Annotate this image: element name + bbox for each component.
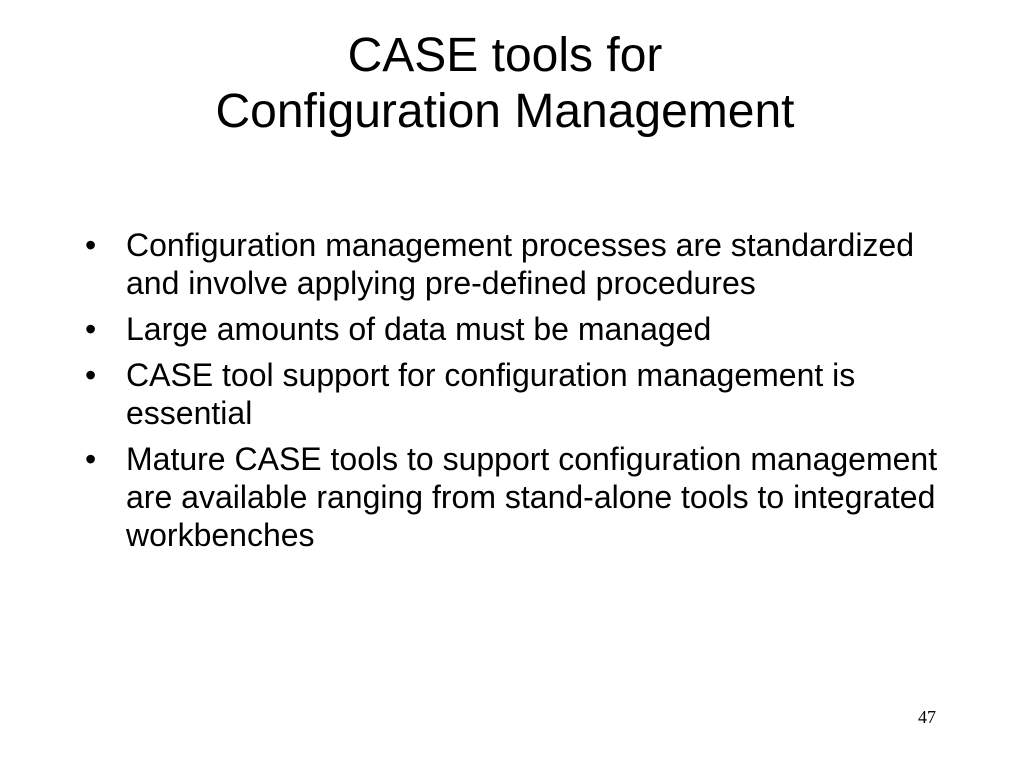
bullet-text: Mature CASE tools to support configuration management are available ranging from stand-alone tools to integrated workbenches: [126, 441, 938, 553]
bullet-text: Large amounts of data must be managed: [126, 311, 712, 347]
bullet-marker: •: [85, 357, 97, 393]
slide-title: [0, 28, 1010, 140]
bullet-list: [85, 226, 945, 562]
bullet-item: [85, 356, 945, 432]
bullet-marker: •: [85, 441, 97, 477]
bullet-text: CASE tool support for configuration management is essential: [126, 357, 856, 431]
bullet-marker: •: [85, 227, 97, 263]
title-line-1: CASE tools for: [347, 29, 663, 82]
title-line-2: Configuration Management: [215, 85, 795, 138]
bullet-item: [85, 226, 945, 302]
bullet-item: [85, 310, 945, 348]
bullet-item: [85, 440, 945, 554]
bullet-marker: •: [85, 311, 97, 347]
page-number: 47: [918, 707, 936, 727]
bullet-text: Configuration management processes are standardized and involve applying pre-defined procedures: [126, 227, 915, 301]
